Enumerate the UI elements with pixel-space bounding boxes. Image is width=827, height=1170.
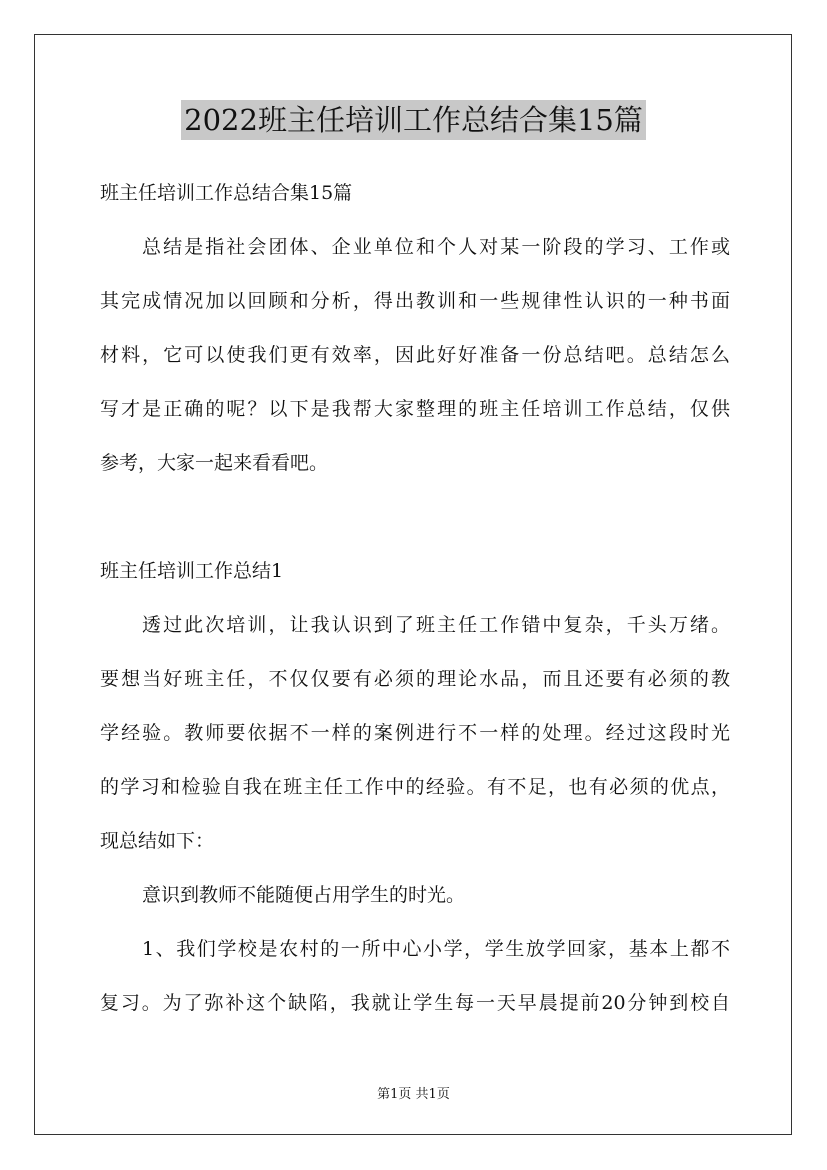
section-heading: 班主任培训工作总结1 (100, 560, 284, 582)
intro-line: 材料，它可以使我们更有效率，因此好好准备一份总结吧。总结怎么 (100, 344, 730, 366)
section-line: 的学习和检验自我在班主任工作中的经验。有不足，也有必须的优点， (100, 776, 730, 798)
section-line: 要想当好班主任，不仅仅要有必须的理论水品，而且还要有必须的教 (100, 668, 730, 690)
title-container (0, 100, 827, 140)
point-line: 1、我们学校是农村的一所中心小学，学生放学回家，基本上都不 (142, 938, 730, 960)
intro-line: 写才是正确的呢？以下是我帮大家整理的班主任培训工作总结，仅供 (100, 398, 730, 420)
page-footer: 第1页 共1页 (377, 1087, 450, 1102)
section-line: 学经验。教师要依据不一样的案例进行不一样的处理。经过这段时光 (100, 722, 730, 744)
point-heading: 意识到教师不能随便占用学生的时光。 (142, 884, 466, 906)
document-title: 2022班主任培训工作总结合集15篇 (181, 100, 646, 140)
intro-line: 参考，大家一起来看看吧。 (100, 452, 329, 474)
document-subtitle: 班主任培训工作总结合集15篇 (100, 182, 353, 204)
section-line: 现总结如下： (100, 830, 215, 852)
paragraph-spacer (100, 490, 730, 544)
intro-line: 总结是指社会团体、企业单位和个人对某一阶段的学习、工作或 (142, 236, 730, 258)
section-line: 透过此次培训，让我认识到了班主任工作错中复杂，千头万绪。 (142, 614, 730, 636)
document-body (100, 166, 730, 1030)
point-line: 复习。为了弥补这个缺陷，我就让学生每一天早晨提前20分钟到校自 (100, 992, 730, 1014)
intro-line: 其完成情况加以回顾和分析，得出教训和一些规律性认识的一种书面 (100, 290, 730, 312)
